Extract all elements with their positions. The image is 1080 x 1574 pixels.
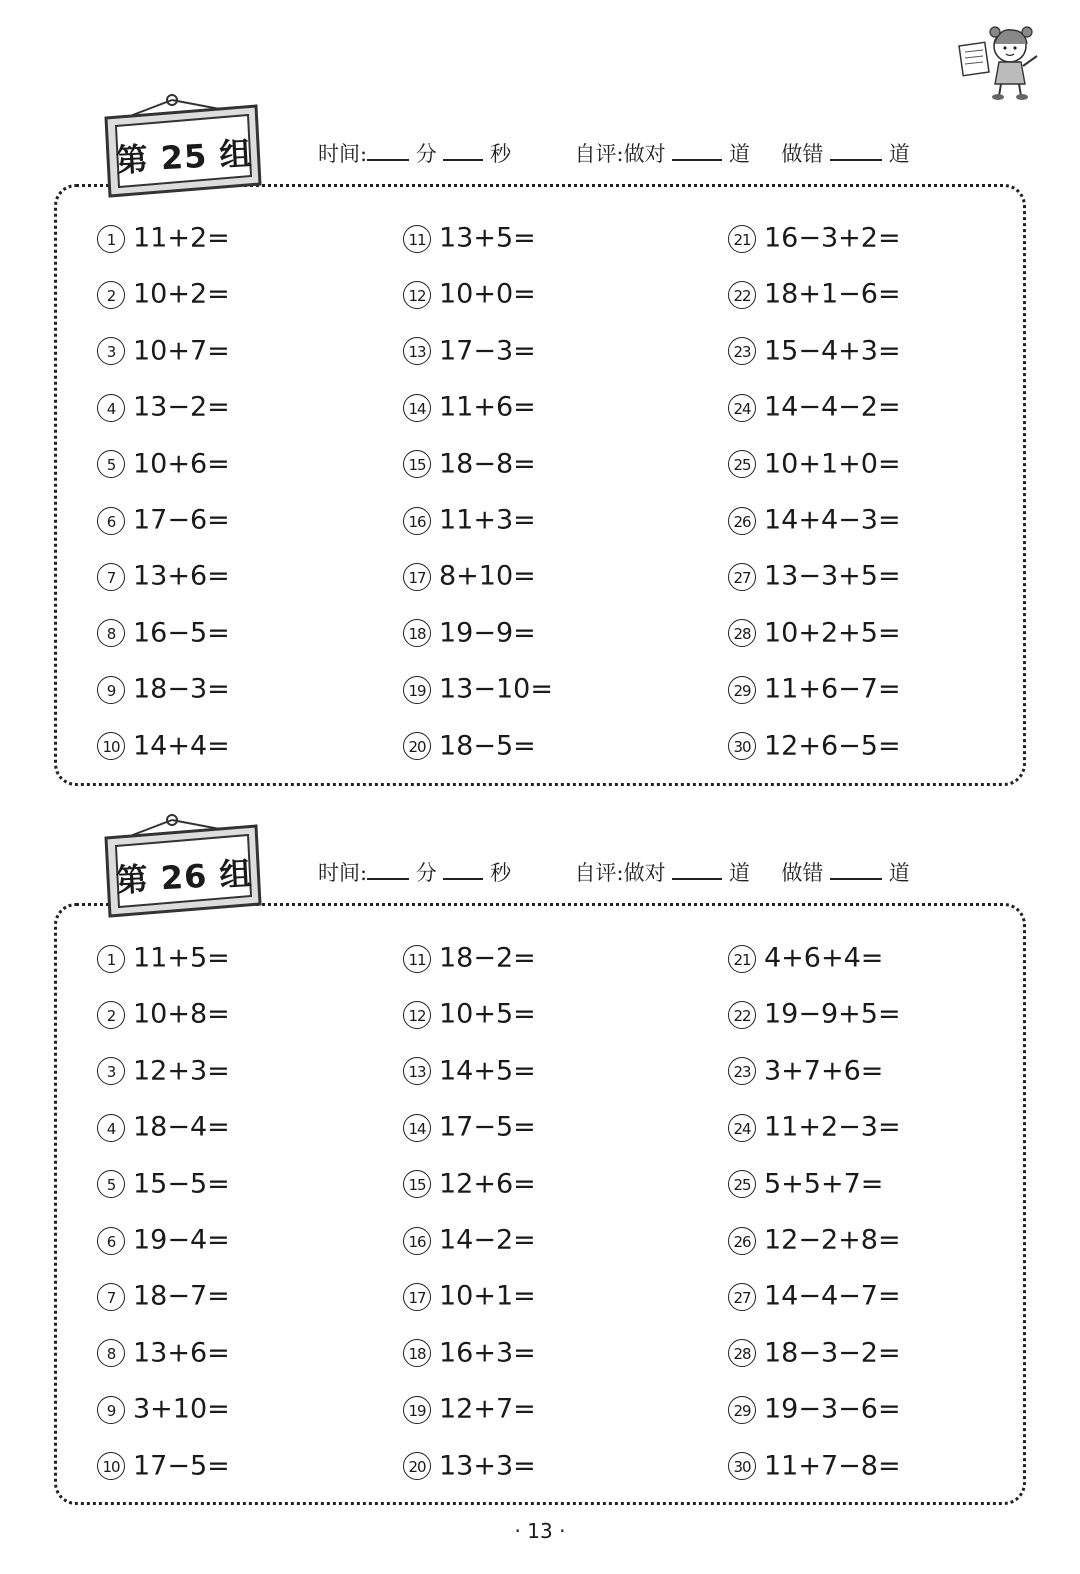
- problem-expression: 17−6=: [133, 504, 230, 536]
- problem-expression: 4+6+4=: [764, 942, 884, 974]
- unit-label: 道: [728, 861, 750, 885]
- problem-number: 16: [403, 507, 431, 535]
- problem-item: [97, 669, 230, 709]
- correct-label: 自评:做对: [574, 142, 666, 166]
- problem-number: 19: [403, 1396, 431, 1424]
- problem-number: 12: [403, 281, 431, 309]
- problem-item: [97, 938, 230, 978]
- problem-item: [97, 1333, 230, 1373]
- problem-expression: 17−5=: [439, 1111, 536, 1143]
- self-evaluation-header: [318, 138, 910, 168]
- problem-expression: 18−4=: [133, 1111, 230, 1143]
- problem-item: [97, 1051, 230, 1091]
- problem-item: [97, 556, 230, 596]
- problem-expression: 14−4−2=: [764, 391, 901, 423]
- problem-number: 30: [728, 1452, 756, 1480]
- problem-expression: 15−5=: [133, 1168, 230, 1200]
- problem-item: [97, 274, 230, 314]
- problem-number: 19: [403, 676, 431, 704]
- problem-expression: 12+3=: [133, 1055, 230, 1087]
- problem-number: 13: [403, 1057, 431, 1085]
- problem-number: 23: [728, 1057, 756, 1085]
- problem-expression: 11+6−7=: [764, 673, 901, 705]
- problem-number: 27: [728, 1283, 756, 1311]
- problem-item: [728, 994, 901, 1034]
- problem-number: 20: [403, 732, 431, 760]
- problem-item: [728, 669, 901, 709]
- time-label: 时间:: [318, 861, 368, 885]
- problem-item: [97, 387, 230, 427]
- problem-expression: 16−5=: [133, 617, 230, 649]
- wrong-count-blank[interactable]: [830, 141, 882, 161]
- problem-expression: 14−4−7=: [764, 1280, 901, 1312]
- group-title: 第 26 组: [114, 854, 254, 900]
- problem-expression: 13+6=: [133, 560, 230, 592]
- problem-expression: 10+1=: [439, 1280, 536, 1312]
- problem-expression: 3+10=: [133, 1393, 230, 1425]
- problem-expression: 10+6=: [133, 448, 230, 480]
- problem-number: 6: [97, 1227, 125, 1255]
- problem-item: [728, 1446, 901, 1486]
- minute-label: 分: [415, 142, 437, 166]
- problem-expression: 16+3=: [439, 1337, 536, 1369]
- problem-expression: 10+8=: [133, 998, 230, 1030]
- problem-number: 1: [97, 945, 125, 973]
- problem-number: 27: [728, 563, 756, 591]
- problem-number: 18: [403, 1339, 431, 1367]
- problem-expression: 13−3+5=: [764, 560, 901, 592]
- wrong-label: 做错: [781, 861, 824, 885]
- problem-number: 28: [728, 1339, 756, 1367]
- problem-item: [403, 1107, 536, 1147]
- problem-number: 23: [728, 337, 756, 365]
- problem-item: [728, 1051, 883, 1091]
- problem-number: 15: [403, 1170, 431, 1198]
- problem-item: [403, 726, 536, 766]
- problem-item: [403, 1446, 536, 1486]
- problem-number: 28: [728, 619, 756, 647]
- problem-number: 20: [403, 1452, 431, 1480]
- problem-expression: 19−3−6=: [764, 1393, 901, 1425]
- problem-item: [403, 1051, 536, 1091]
- correct-count-blank[interactable]: [672, 860, 722, 880]
- problem-number: 7: [97, 1283, 125, 1311]
- correct-count-blank[interactable]: [672, 141, 722, 161]
- problem-expression: 12−2+8=: [764, 1224, 901, 1256]
- problem-expression: 14−2=: [439, 1224, 536, 1256]
- problem-number: 3: [97, 1057, 125, 1085]
- problem-number: 3: [97, 337, 125, 365]
- problem-number: 5: [97, 450, 125, 478]
- problem-item: [403, 1276, 536, 1316]
- page-number: · 13 ·: [514, 1519, 566, 1543]
- problem-item: [403, 556, 536, 596]
- problem-expression: 11+7−8=: [764, 1450, 901, 1482]
- problem-expression: 13+6=: [133, 1337, 230, 1369]
- problem-number: 5: [97, 1170, 125, 1198]
- problem-item: [728, 1389, 901, 1429]
- problem-expression: 13+5=: [439, 222, 536, 254]
- problem-item: [97, 1107, 230, 1147]
- problem-number: 8: [97, 1339, 125, 1367]
- problem-expression: 12+6=: [439, 1168, 536, 1200]
- problem-item: [728, 1220, 901, 1260]
- problem-item: [728, 613, 901, 653]
- problem-item: [403, 613, 536, 653]
- problem-expression: 18−2=: [439, 942, 536, 974]
- problem-item: [97, 331, 230, 371]
- problem-expression: 11+2=: [133, 222, 230, 254]
- problem-number: 13: [403, 337, 431, 365]
- problem-expression: 14+4−3=: [764, 504, 901, 536]
- problem-expression: 14+4=: [133, 730, 230, 762]
- problem-number: 25: [728, 450, 756, 478]
- hanging-sign: [100, 812, 270, 932]
- problem-item: [97, 1446, 230, 1486]
- problem-expression: 11+5=: [133, 942, 230, 974]
- cartoon-girl-icon: [955, 22, 1045, 102]
- problem-item: [728, 444, 901, 484]
- problem-number: 24: [728, 394, 756, 422]
- problem-expression: 5+5+7=: [764, 1168, 884, 1200]
- problem-expression: 18+1−6=: [764, 278, 901, 310]
- problem-item: [97, 500, 230, 540]
- problem-number: 26: [728, 507, 756, 535]
- problem-item: [728, 218, 901, 258]
- problem-item: [728, 387, 901, 427]
- problem-expression: 18−7=: [133, 1280, 230, 1312]
- problem-number: 22: [728, 281, 756, 309]
- problem-number: 12: [403, 1001, 431, 1029]
- problem-item: [403, 387, 536, 427]
- problem-number: 11: [403, 225, 431, 253]
- problem-number: 26: [728, 1227, 756, 1255]
- problem-item: [728, 1164, 883, 1204]
- problem-item: [403, 1220, 536, 1260]
- problem-number: 6: [97, 507, 125, 535]
- problem-number: 10: [97, 732, 125, 760]
- problem-number: 4: [97, 394, 125, 422]
- problem-expression: 14+5=: [439, 1055, 536, 1087]
- problem-number: 17: [403, 1283, 431, 1311]
- minutes-blank[interactable]: [367, 141, 409, 161]
- self-evaluation-header: [318, 857, 910, 887]
- problem-number: 1: [97, 225, 125, 253]
- problem-item: [97, 726, 230, 766]
- problem-item: [97, 613, 230, 653]
- problem-expression: 18−3−2=: [764, 1337, 901, 1369]
- problem-number: 11: [403, 945, 431, 973]
- problem-item: [97, 218, 230, 258]
- problem-number: 14: [403, 394, 431, 422]
- correct-label: 自评:做对: [574, 861, 666, 885]
- problem-expression: 18−8=: [439, 448, 536, 480]
- problem-item: [403, 1389, 536, 1429]
- problem-expression: 18−3=: [133, 673, 230, 705]
- problem-expression: 19−4=: [133, 1224, 230, 1256]
- wrong-count-blank[interactable]: [830, 860, 882, 880]
- problem-expression: 19−9+5=: [764, 998, 901, 1030]
- problem-item: [403, 1164, 536, 1204]
- problem-number: 16: [403, 1227, 431, 1255]
- group-title: 第 25 组: [114, 134, 254, 180]
- problem-number: 2: [97, 1001, 125, 1029]
- problem-item: [403, 218, 536, 258]
- problem-item: [728, 331, 901, 371]
- problem-expression: 17−5=: [133, 1450, 230, 1482]
- problem-expression: 13−10=: [439, 673, 553, 705]
- problem-number: 14: [403, 1114, 431, 1142]
- problem-expression: 13+3=: [439, 1450, 536, 1482]
- problem-item: [403, 274, 536, 314]
- problem-number: 4: [97, 1114, 125, 1142]
- problem-item: [97, 1276, 230, 1316]
- problem-item: [403, 994, 536, 1034]
- problem-number: 2: [97, 281, 125, 309]
- problem-number: 15: [403, 450, 431, 478]
- problem-number: 17: [403, 563, 431, 591]
- problem-item: [728, 556, 901, 596]
- problem-item: [728, 500, 901, 540]
- problem-number: 25: [728, 1170, 756, 1198]
- problem-expression: 10+2=: [133, 278, 230, 310]
- problem-number: 8: [97, 619, 125, 647]
- problem-number: 29: [728, 1396, 756, 1424]
- problem-expression: 19−9=: [439, 617, 536, 649]
- unit-label: 道: [888, 142, 910, 166]
- seconds-blank[interactable]: [443, 860, 483, 880]
- problem-item: [403, 331, 536, 371]
- problem-item: [97, 1220, 230, 1260]
- unit-label: 道: [728, 142, 750, 166]
- problem-item: [728, 1276, 901, 1316]
- problem-item: [97, 444, 230, 484]
- problem-expression: 10+1+0=: [764, 448, 901, 480]
- problem-item: [728, 1107, 901, 1147]
- problem-number: 9: [97, 676, 125, 704]
- problem-expression: 11+6=: [439, 391, 536, 423]
- problem-item: [728, 1333, 901, 1373]
- problem-expression: 11+3=: [439, 504, 536, 536]
- problem-expression: 12+6−5=: [764, 730, 901, 762]
- minute-label: 分: [415, 861, 437, 885]
- problem-number: 22: [728, 1001, 756, 1029]
- problem-expression: 13−2=: [133, 391, 230, 423]
- problem-number: 18: [403, 619, 431, 647]
- problem-item: [728, 726, 901, 766]
- second-label: 秒: [490, 861, 512, 885]
- hanging-sign: [100, 92, 270, 212]
- minutes-blank[interactable]: [367, 860, 409, 880]
- unit-label: 道: [888, 861, 910, 885]
- problem-expression: 16−3+2=: [764, 222, 901, 254]
- problem-expression: 3+7+6=: [764, 1055, 884, 1087]
- problem-item: [403, 1333, 536, 1373]
- second-label: 秒: [490, 142, 512, 166]
- problem-item: [403, 500, 536, 540]
- problem-number: 30: [728, 732, 756, 760]
- problem-expression: 10+2+5=: [764, 617, 901, 649]
- time-label: 时间:: [318, 142, 368, 166]
- problem-expression: 10+7=: [133, 335, 230, 367]
- problem-number: 24: [728, 1114, 756, 1142]
- wrong-label: 做错: [781, 142, 824, 166]
- problem-expression: 17−3=: [439, 335, 536, 367]
- problem-expression: 10+5=: [439, 998, 536, 1030]
- problem-number: 9: [97, 1396, 125, 1424]
- problem-item: [97, 1164, 230, 1204]
- problem-number: 21: [728, 945, 756, 973]
- problem-expression: 10+0=: [439, 278, 536, 310]
- problem-item: [403, 444, 536, 484]
- problem-expression: 11+2−3=: [764, 1111, 901, 1143]
- problem-item: [403, 938, 536, 978]
- problem-item: [728, 274, 901, 314]
- problem-expression: 15−4+3=: [764, 335, 901, 367]
- problem-number: 29: [728, 676, 756, 704]
- problem-number: 7: [97, 563, 125, 591]
- problem-item: [728, 938, 883, 978]
- problem-expression: 8+10=: [439, 560, 536, 592]
- seconds-blank[interactable]: [443, 141, 483, 161]
- problem-item: [97, 994, 230, 1034]
- problem-expression: 12+7=: [439, 1393, 536, 1425]
- problem-number: 21: [728, 225, 756, 253]
- problem-number: 10: [97, 1452, 125, 1480]
- problem-item: [403, 669, 553, 709]
- problem-item: [97, 1389, 230, 1429]
- problem-expression: 18−5=: [439, 730, 536, 762]
